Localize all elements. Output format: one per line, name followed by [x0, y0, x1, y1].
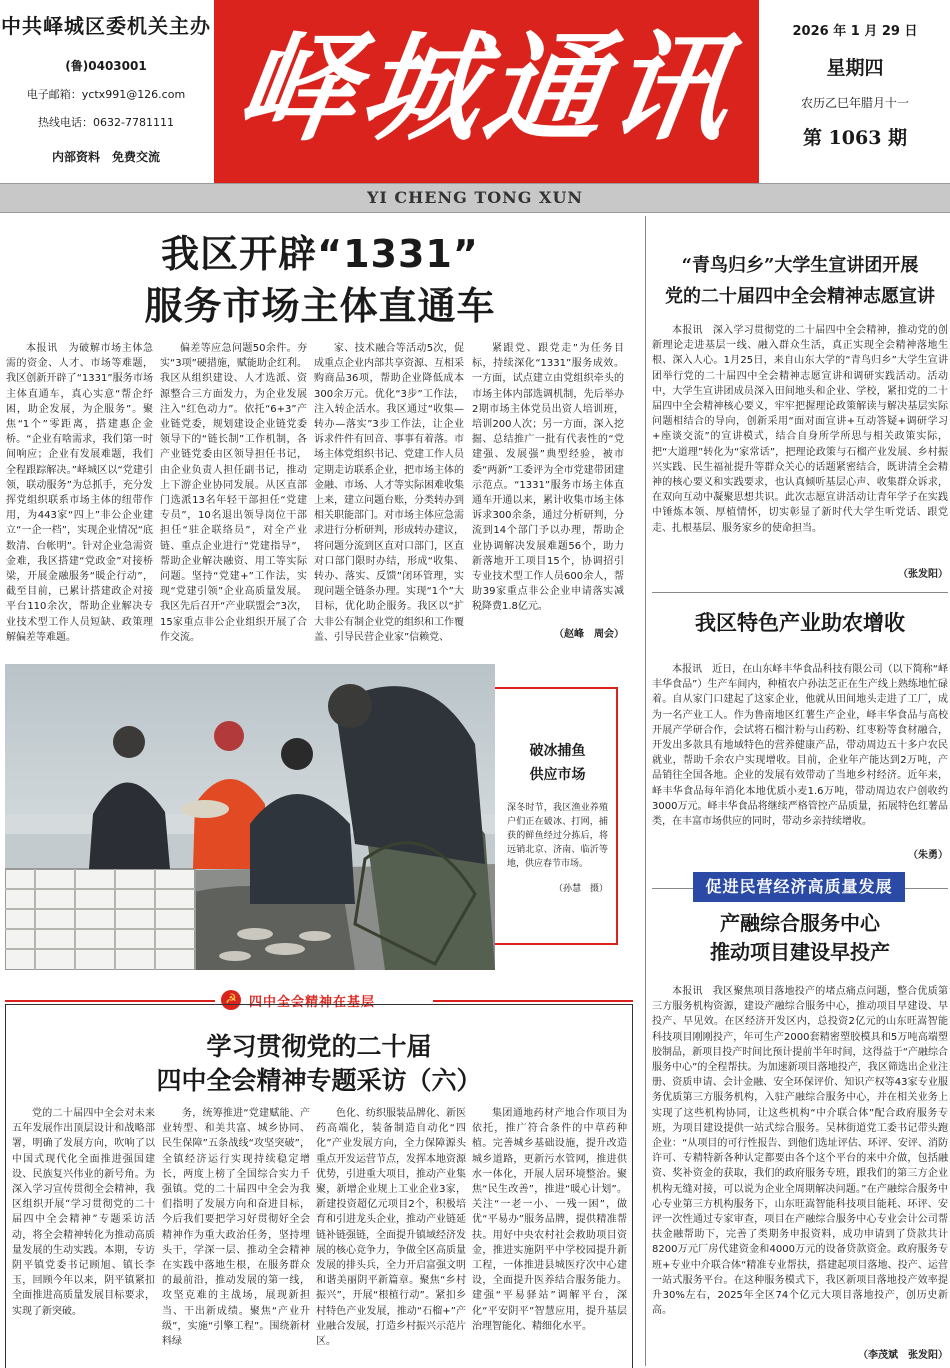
right3-signature: （李茂斌 张发阳）: [858, 1350, 948, 1361]
right3-headline-line1: 产融综合服务中心: [720, 911, 880, 935]
lunar-date: 农历乙巳年腊月十一: [800, 96, 909, 110]
main-article-col1: [6, 341, 153, 657]
main-col4-text: 紧跟党、跟党走”为任务目标，持续深化“1331”服务成效。一方面，试点建立由党组织牵头的市场主体内部选调机制，先后举办2期市场主体党员出资人培训班，培训200人次；另一方面，深入挖掘、总结推广一批有代表性的“党建强、发展强”典型经验，被市委“两新”工委评为全市党建带团建示范点。“1331”服务市场主体直通车开通以来，累计收集市场主体诉求300余条，通过分析研判，分流到14个部门予以办理，帮助企业协调解决发展难题56个，助力新落地开工项目15个，协调招引专业技术型工作人员600余人，帮助39家重点非公企业申请落实减税降费1.8亿元。: [472, 343, 624, 613]
main-headline-line1: 我区开辟“1331”: [161, 232, 479, 276]
interview-col3: [316, 1106, 466, 1366]
right1-signature: （张发阳）: [898, 569, 948, 580]
internal-label: 内部资料 免费交流: [51, 150, 160, 164]
right3-body: [652, 984, 948, 1366]
photo-caption-text: 深冬时节，我区渔业养殖户们正在破冰、打网，捕获的鲜鱼经过分拣后，将远销北京、济南、临沂等地，供应春节市场。: [507, 803, 608, 869]
photo-caption-signature: （孙慧 摄）: [553, 884, 608, 894]
right3-body-text: 本报讯 我区聚焦项目落地投产的堵点痛点问题，整合优质第三方服务机构资源，建设产融综合服务中心，推动项目早建设、早投产、早见效。在区经济开发区内，总投资2亿元的山东旺嵩智能科技项目刚刚投产，年可生产2000套精密塑胶模具和5万吨高端塑胶制品，新项目投产时间比预计提前半年时间，这得益于“产融综合服务中心”的全程帮扶。为加速新项目落地投产，我区筛选出企业注册、资质申请、会计金融、安全环保评价、知识产权等43家专业服务优质第三方服务机构，入驻产融综合服务中心，并在相关业务上实现了这些机构协同，让这些机构“中介联合体”配合政府服务专班，为项目建设提供一站式综合服务。吴林街道党工委书记带头跑企业：“从项目的可行性报告、到他们选址评估、环评、安评、消防许可、专精特新各种认定都要由各个这个平台的来中介做，包括融资、奖补资金的获取，我们的政府服务专班，跟我们的第三方企业机构无缝对接，可以说为企业全周期解决问题。”在产融综合服务中心专业第三方机构服务下，山东旺嵩智能科技项目能耗、环评、安评一次性通过专家审查，项目在产融综合服务中心专业会计公司帮扶金融帮助下，完善了类期务申报资料，成功申请到了贷款共计8200万元厂房代建资金和4000万元的设备贷款资金。政府服务专班+专业中介联合体“精准专业帮扶，搭建起项目落地、投产、运营一站式服务平台。在这种服务模式下，我区新项目落地投产效率提升30%左右，2025年全区74个亿元大项目落地投产，创历史新高。: [652, 986, 948, 1317]
masthead-logo-block: [214, 0, 759, 183]
masthead-right-info: [760, 0, 950, 183]
main-article-headline: [0, 228, 640, 332]
right3-headline: [652, 909, 948, 967]
masthead: [0, 0, 950, 183]
main-article-signature: （赵峰 周会）: [554, 629, 624, 640]
interview-headline-line2: 四中全会精神专题采访（六）: [156, 1066, 482, 1095]
photo-caption-title: [507, 739, 608, 787]
right1-headline: [652, 250, 948, 312]
main-article-col2: [160, 341, 307, 657]
interview-col3-text: 色化、纺织服装品牌化、新医药高端化，装备制造自动化“四化”产业发展方向，全力保障源头重点开发运营节点，发挥本地资源优势，引进重大项目，推动产业集聚，新增企业规上工业企业3家，新建投资超亿元项目2个，积极培育和引进龙头企业，推动产业链延链补链强链，全面提升镇域经济发展的核心竞争力，争做全区高质量发展的排头兵，全力开启富强文明和谐美丽阴平新篇章。聚焦“乡村振兴”，开展“根植行动”。紧扣乡村特色产业发展，推动“石榴+”产业融合发展，打造乡村振兴示范片区。: [316, 1108, 466, 1348]
right1-body-text: 本报讯 深入学习贯彻党的二十届四中全会精神，推动党的创新理论走进基层一线、融入群众生活，真正实现全会精神落地生根、深入人心。1月25日，来自山东大学的“青鸟归乡”大学生宣讲团举行党的二十届四中全会精神志愿宣讲和调研实践活动。活动中，大学生宣讲团成员深入田间地头和企业、学校，紧扣党的二十届四中全会精神核心要义，牢牢把握理论政策解读与解决基层实际问题相结合的导向，创新采用“面对面宣讲+互动答疑+调研学习+座谈交流”的宣讲模式，结合自身所学所思与相关政策实际，把“大道理”转化为“家常话”，把理论政策与石榴产业发展、乡村振兴实践、民生福祉提升等群众关心的话题紧密结合，既讲清全会精神的核心要义和实践要求，也认真倾听基层心声、收集群众诉求，在双向互动中凝聚思想共识。此次志愿宣讲活动让青年学子在实践中锤炼本领、厚植情怀，切实彰显了新时代大学生听党话、跟党走、扎根基层、服务家乡的使命担当。: [652, 325, 948, 534]
photo-caption-box: [495, 687, 618, 945]
newspaper-title-logo: 峄城通讯: [228, 18, 745, 157]
main-article-col3: [314, 341, 464, 657]
main-col2-text: 偏差等应急问题50余件。夯实“3项”硬措施，赋能助企红利。我区从组织建设、人才选派、资源整合三方面发力，为企业发展注入“红色动力”。依托“6+3”产业链党委，规划建设企业链党委领导下的“链长制”工作机制，各产业链党委由区领导担任书记，由企业负责人担任副书记，推动上下游企业协同发展。从区直部门选派13名年轻干部担任“党建专员”，10名退出领导岗位干部担任“驻企联络员”，对全产业链、重点企业进行“党建指导”，帮助企业解决融资、用工等实际问题。坚持“党建+”工作法，实现“党建引领”企业高质量发展。我区先后召开“产业联盟会”3次，15家重点非公企业组织开展了合作交流。: [160, 343, 307, 643]
right1-headline-line2: 党的二十届四中全会精神志愿宣讲: [665, 286, 935, 307]
interview-col1: [12, 1106, 155, 1366]
interview-col2-text: 务，统筹推进“党建赋能、产业转型、和美共富、城乡协同、民生保障”五条战线“攻坚突破”，全镇经济运行实现持续稳定增长，两度上榜了全国综合实力千强镇。党的二十届四中全会为我们指明了发展方向和奋进目标，今后我们要把学习好贯彻好全会精神作为重大政治任务，坚持埋头干，学深一层、推动全会精神在实践中落地生根，在服务群众的最前沿，推动发展的第一线，攻坚克难的主战场，展现新担当、干出新成绩。聚焦“产业升级”，实施“引擎工程”。围绕新材料绿: [162, 1108, 310, 1348]
organizer-label: 中共峄城区委机关主办: [1, 14, 211, 38]
right2-headline: 我区特色产业助农增收: [695, 610, 905, 635]
section-rule-left: [5, 1000, 215, 1002]
right2-body-text: 本报讯 近日，在山东峄丰华食品科技有限公司（以下简称“峄丰华食品”）生产车间内，种植农户孙法芝正在生产线上熟练地忙碌着。自从家门口建起了这家企业，他就从田间地头走进了工厂，成为一名产业工人。作为鲁南地区红薯生产企业，峄丰华食品与高校开展产学研合作，会试将石榴汁粉与山药粉、红枣粉等食材融合，开发出多款具有地域特色的营养健康产品，带动周边五十多户农民就业，帮助千余农户实现增收。目前，企业年产能达到2万吨，产品销往全国各地。企业的发展有效带动了当地乡村经济。近年来，峄丰华食品每年消化本地优质小麦1.6万吨，带动周边农户创收约3000万元。峄丰华食品将继续严格管控产品质量，拓展特色红薯品类，在丰富市场供应的同时，带动乡亲持续增收。: [652, 664, 948, 828]
interview-headline: [5, 1030, 633, 1098]
right2-signature: （朱勇）: [908, 850, 948, 861]
main-headline-line2: 服务市场主体直通车: [144, 284, 496, 328]
photo-caption-title-line1: 破冰捕鱼: [529, 743, 586, 759]
right2-body: [652, 662, 948, 866]
pinyin-bar: YI CHENG TONG XUN: [0, 183, 950, 213]
main-article-col4: [472, 341, 624, 657]
publication-code: (鲁)0403001: [65, 59, 147, 73]
right3-headline-line2: 推动项目建设早投产: [710, 940, 890, 964]
main-col3-text: 家、技术融合等活动5次，促成重点企业内部共享资源、互相采购商品36项，帮助企业降低成本300余万元。优化“3步”工作法，注入转企活水。我区通过“收集—转办—落实”3步工作法，让企业诉求件件有回音、事事有着落。市场主体党组织书记、党建工作人员定期走访联系企业，把市场主体的金融、市场、人才等实际困难收集上来，建立问题台账，分类转办到相关职能部门。对市场主体应急需求进行分析研判，形成转办建议，将问题分流到区直对口部门，区直对口部门限时办结，形成“收集、转办、落实、反馈”闭环管理，实现问题全链条办理。实现“1个”大目标，优化助企服务。我区以“扩大非公有制企业党的组织和工作覆盖、引导民营企业家”信赖党、: [314, 343, 464, 643]
promo-banner: 促进民营经济高质量发展: [693, 872, 905, 902]
ice-fishing-photo: [5, 664, 495, 970]
right-divider-1: [652, 592, 948, 593]
photo-caption-title-line2: 供应市场: [529, 767, 586, 783]
issue-date: 2026 年 1 月 29 日: [792, 24, 918, 39]
section-rule-right: [433, 1000, 633, 1002]
issue-number: 第 1063 期: [802, 127, 908, 149]
section-banner-text: 四中全会精神在基层: [249, 995, 376, 1010]
phone-label: 热线电话：0632-7781111: [38, 116, 174, 129]
main-col1-text: 本报讯 为破解市场主体急需的资金、人才、市场等难题，我区创新开辟了“1331”服务市场主体直通车，真心实意“帮企纾困，助企发展，为企服务”。聚焦“1个”零距离，搭建惠企金桥。“企业有啥需求，我们第一时间响应；企业有发展难题，我们全程跟踪解决。”峄城区以“党建引领，联动服务”为总抓手，充分发挥党组织联系市场主体的纽带作用，为443家“四上”非公企业建立“一企一档”，实现企业情况“底数清、台帐明”。针对企业急需资金难，我区搭建“党政金”对接桥梁，开展金融服务“暖企行动”，截至目前，已累计搭建政企对接平台110余次，帮助企业解决专业技术型工作人员短缺、政策理解偏差等难题。: [6, 343, 153, 643]
right1-headline-line1: “青鸟归乡”大学生宣讲团开展: [681, 255, 919, 276]
issue-weekday: 星期四: [826, 57, 884, 79]
interview-headline-line1: 学习贯彻党的二十届: [206, 1032, 432, 1061]
email-label: 电子邮箱：yctx991@126.com: [26, 88, 186, 101]
photo-illustration: [5, 664, 495, 970]
party-emblem-icon: ☭: [221, 990, 241, 1010]
interview-col4: [472, 1106, 627, 1366]
right1-body: [652, 323, 948, 585]
column-divider: [645, 216, 646, 1366]
masthead-left-info: [0, 0, 212, 183]
interview-col2: [162, 1106, 310, 1366]
interview-col1-text: 党的二十届四中全会对未来五年发展作出顶层设计和战略部署，明确了发展方向，吹响了以中国式现代化全面推进强国建设、民族复兴伟业的新号角。为深入学习宣传贯彻全会精神，我区组织开展“学习贯彻党的二十届四中全会精神”专题采访活动，将全会精神转化为推动高质量发展的生动实践。本期，专访阴平镇党委书记顾旭、镇长李玉，回顾今年以来，阴平镇紧扣全面推进高质量发展目标要求，实现了新突破。: [12, 1108, 155, 1317]
interview-col4-text: 集团通地药材产地合作项目为依托，推广符合条件的中草药种植。完善城乡基础设施，提升改造城乡道路，更新污水管网，推进供水一体化，开展人居环境整治。聚焦“民生改善”，推进“暖心计划”。关注“一老一小、一残一困”，做优“平易办”服务品牌，提供精准帮扶。用好中央农村社会救助项目资金，推进实施阴平中学校园提升新工程，一体推进县城医疗次中心建设，全面提升医养结合服务能力。建强“平易驿站”调解平台，深化“平安阴平”智慧应用，提升基层治理智能化、精细化水平。: [472, 1108, 627, 1332]
